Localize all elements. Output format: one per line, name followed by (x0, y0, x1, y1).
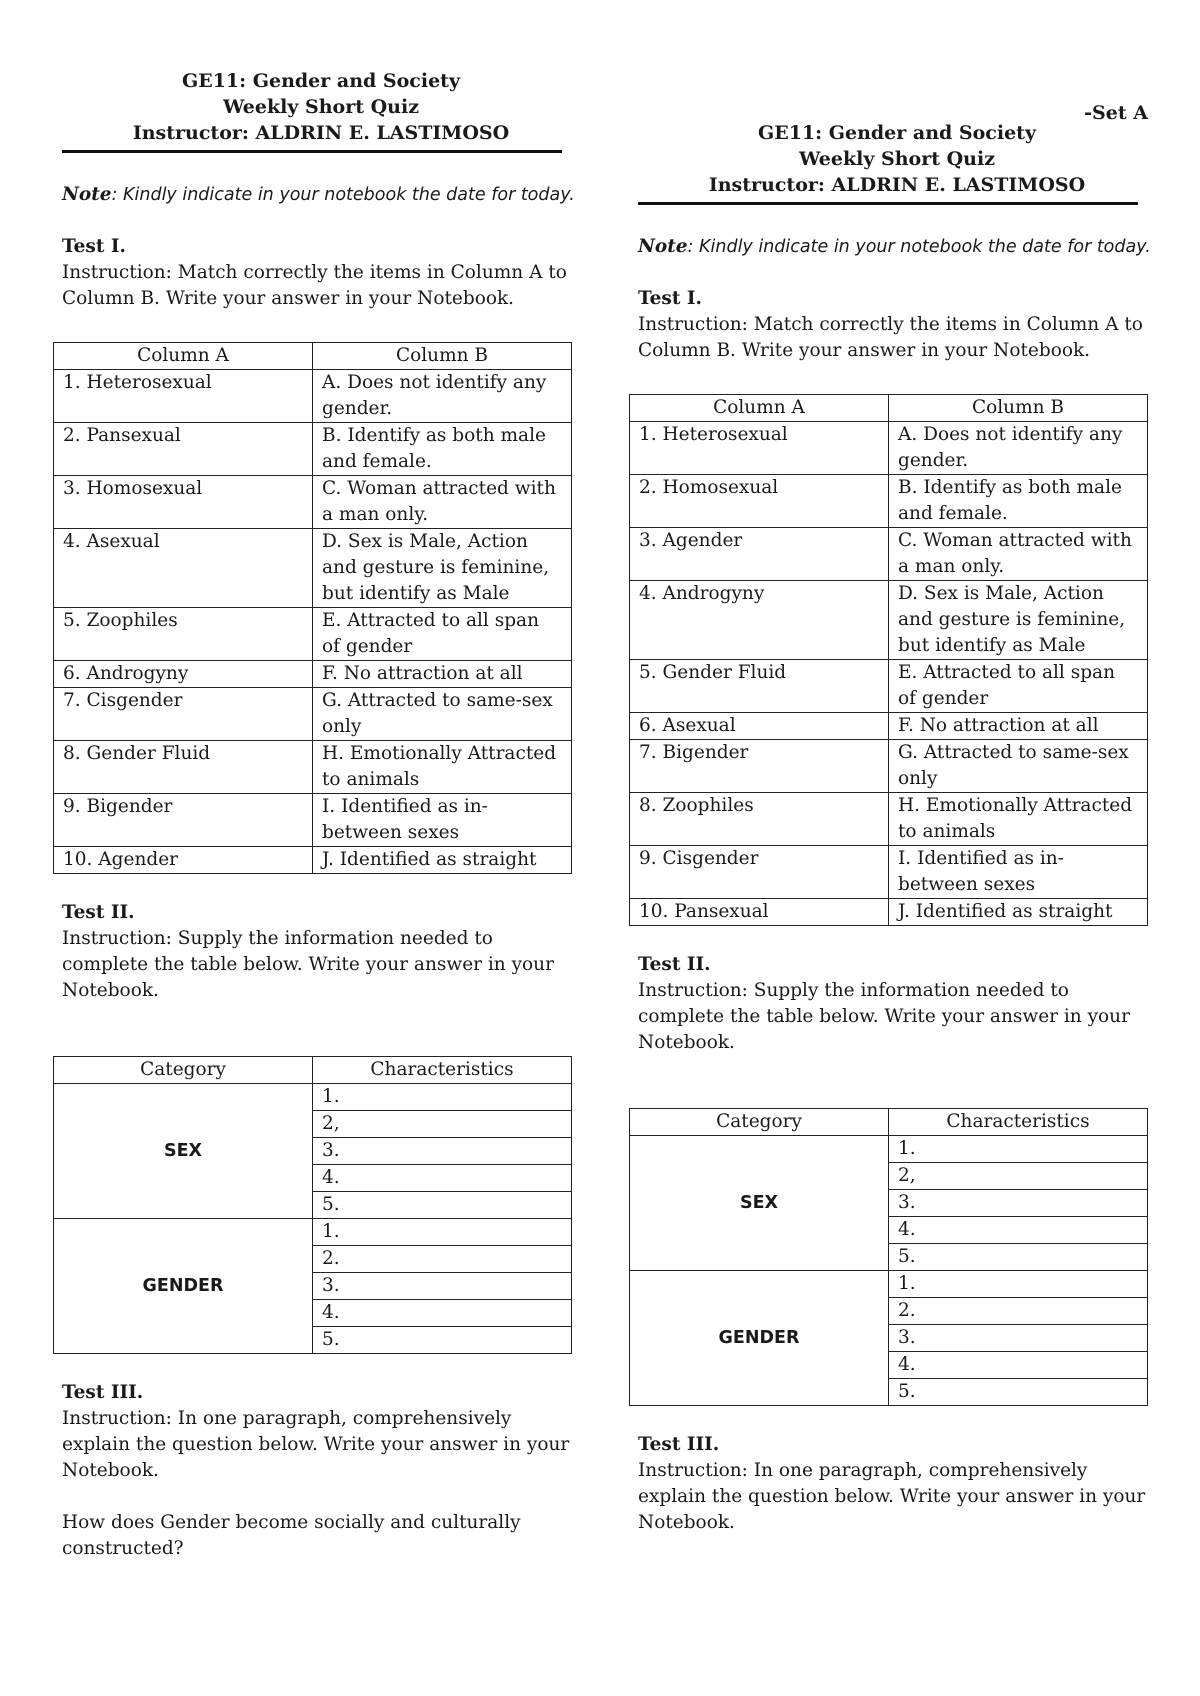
column-b-item: H. Emotionally Attracted to animals (889, 793, 1148, 846)
column-a-item: 5. Gender Fluid (630, 660, 889, 713)
column-b-item: J. Identified as straight (889, 899, 1148, 926)
test1-instruction: Instruction: Match correctly the items in Column A to Column B. Write your answer in your Notebook. (638, 314, 1143, 361)
table-row (630, 846, 1148, 899)
table-row (630, 740, 1148, 793)
table-row (630, 422, 1148, 475)
category-table (53, 1056, 572, 1354)
column-b-item: J. Identified as straight (313, 847, 572, 874)
test1-title: Test I. (62, 236, 126, 257)
quiz-title: Weekly Short Quiz (799, 148, 995, 170)
characteristic-cell: 2. (313, 1246, 572, 1273)
test2-title: Test II. (62, 902, 135, 923)
test1-title: Test I. (638, 288, 702, 309)
column-b-item: I. Identified as in-between sexes (313, 794, 572, 847)
matching-table (53, 342, 572, 874)
column-b-item: G. Attracted to same-sex only (313, 688, 572, 741)
column-a-item: 10. Pansexual (630, 899, 889, 926)
note-text: : Kindly indicate in your notebook the date for today. (687, 237, 1151, 257)
column-a-item: 9. Cisgender (630, 846, 889, 899)
header-rule (62, 150, 562, 153)
table-row (54, 688, 572, 741)
table-row (630, 660, 1148, 713)
note-label: Note (638, 236, 688, 257)
column-a-item: 10. Agender (54, 847, 313, 874)
characteristic-cell: 5. (313, 1192, 572, 1219)
quiz-right (638, 0, 1156, 1536)
table-row (630, 475, 1148, 528)
characteristic-cell: 3. (313, 1273, 572, 1300)
table-row (54, 794, 572, 847)
column-a-item: 3. Homosexual (54, 476, 313, 529)
test2-title: Test II. (638, 954, 711, 975)
column-b-header: Column B (889, 395, 1148, 422)
column-a-item: 5. Zoophiles (54, 608, 313, 661)
table-row (630, 528, 1148, 581)
column-b-item: F. No attraction at all (889, 713, 1148, 740)
table-row (54, 529, 572, 608)
characteristic-cell: 5. (313, 1327, 572, 1354)
column-a-item: 8. Gender Fluid (54, 741, 313, 794)
characteristic-cell: 2, (313, 1111, 572, 1138)
column-a-header: Column A (54, 343, 313, 370)
table-row (54, 741, 572, 794)
test3-title: Test III. (62, 1382, 144, 1403)
set-label: -Set A (1084, 102, 1148, 124)
column-a-header: Column A (630, 395, 889, 422)
column-a-item: 4. Asexual (54, 529, 313, 608)
column-b-header: Column B (313, 343, 572, 370)
column-a-item: 1. Heterosexual (54, 370, 313, 423)
course-title: GE11: Gender and Society (181, 70, 460, 92)
table-row (54, 370, 572, 423)
column-b-item: E. Attracted to all span of gender (313, 608, 572, 661)
test2-instruction: Instruction: Supply the information needed to complete the table below. Write your answer in your Notebook. (638, 980, 1130, 1053)
table-row (630, 793, 1148, 846)
quiz-title: Weekly Short Quiz (223, 96, 419, 118)
quiz-left (62, 0, 580, 1562)
column-a-item: 6. Androgyny (54, 661, 313, 688)
column-b-item: I. Identified as in-between sexes (889, 846, 1148, 899)
column-a-item: 4. Androgyny (630, 581, 889, 660)
table-row (54, 476, 572, 529)
column-b-item: B. Identify as both male and female. (889, 475, 1148, 528)
test2-instruction: Instruction: Supply the information needed to complete the table below. Write your answer in your Notebook. (62, 928, 554, 1001)
column-b-item: D. Sex is Male, Action and gesture is feminine, but identify as Male (889, 581, 1148, 660)
characteristic-cell: 4. (313, 1300, 572, 1327)
column-a-item: 3. Agender (630, 528, 889, 581)
column-a-item: 7. Cisgender (54, 688, 313, 741)
instructor-name: Instructor: ALDRIN E. LASTIMOSO (708, 174, 1086, 196)
characteristic-cell: 4. (313, 1165, 572, 1192)
note-label: Note (62, 184, 112, 205)
column-a-item: 2. Pansexual (54, 423, 313, 476)
column-a-item: 2. Homosexual (630, 475, 889, 528)
column-a-item: 9. Bigender (54, 794, 313, 847)
characteristic-cell: 2, (889, 1163, 1148, 1190)
test3-instruction: Instruction: In one paragraph, comprehensively explain the question below. Write your answer in your Notebook. (62, 1408, 570, 1481)
characteristic-cell: 4. (889, 1217, 1148, 1244)
instructor-name: Instructor: ALDRIN E. LASTIMOSO (132, 122, 510, 144)
test3-title: Test III. (638, 1434, 720, 1455)
table-row (54, 608, 572, 661)
table-row (630, 899, 1148, 926)
characteristic-cell: 1. (313, 1219, 572, 1246)
category-header: Category (54, 1057, 313, 1084)
characteristic-cell: 5. (889, 1244, 1148, 1271)
category-table (629, 1108, 1148, 1406)
table-row (54, 847, 572, 874)
table-row (54, 661, 572, 688)
characteristic-cell: 1. (889, 1136, 1148, 1163)
column-b-item: A. Does not identify any gender. (889, 422, 1148, 475)
column-a-item: 1. Heterosexual (630, 422, 889, 475)
characteristic-cell: 5. (889, 1379, 1148, 1406)
sex-category: SEX (54, 1084, 313, 1219)
characteristic-cell: 3. (313, 1138, 572, 1165)
characteristic-cell: 1. (889, 1271, 1148, 1298)
sex-category: SEX (630, 1136, 889, 1271)
test3-question: How does Gender become socially and culturally constructed? (62, 1512, 521, 1559)
course-title: GE11: Gender and Society (757, 122, 1036, 144)
column-a-item: 8. Zoophiles (630, 793, 889, 846)
characteristics-header: Characteristics (313, 1057, 572, 1084)
characteristics-header: Characteristics (889, 1109, 1148, 1136)
characteristic-cell: 3. (889, 1325, 1148, 1352)
column-b-item: C. Woman attracted with a man only. (313, 476, 572, 529)
column-b-item: F. No attraction at all (313, 661, 572, 688)
column-a-item: 6. Asexual (630, 713, 889, 740)
characteristic-cell: 2. (889, 1298, 1148, 1325)
gender-category: GENDER (54, 1219, 313, 1354)
column-b-item: G. Attracted to same-sex only (889, 740, 1148, 793)
gender-category: GENDER (630, 1271, 889, 1406)
test3-instruction: Instruction: In one paragraph, comprehensively explain the question below. Write your answer in your Notebook. (638, 1460, 1146, 1533)
note (638, 234, 1156, 260)
note (62, 182, 580, 208)
header-rule (638, 202, 1138, 205)
column-a-item: 7. Bigender (630, 740, 889, 793)
table-row (630, 713, 1148, 740)
column-b-item: D. Sex is Male, Action and gesture is feminine, but identify as Male (313, 529, 572, 608)
column-b-item: H. Emotionally Attracted to animals (313, 741, 572, 794)
table-row (54, 423, 572, 476)
column-b-item: A. Does not identify any gender. (313, 370, 572, 423)
characteristic-cell: 4. (889, 1352, 1148, 1379)
characteristic-cell: 3. (889, 1190, 1148, 1217)
column-b-item: B. Identify as both male and female. (313, 423, 572, 476)
test1-instruction: Instruction: Match correctly the items in Column A to Column B. Write your answer in your Notebook. (62, 262, 567, 309)
column-b-item: E. Attracted to all span of gender (889, 660, 1148, 713)
column-b-item: C. Woman attracted with a man only. (889, 528, 1148, 581)
matching-table (629, 394, 1148, 926)
note-text: : Kindly indicate in your notebook the date for today. (111, 185, 575, 205)
characteristic-cell: 1. (313, 1084, 572, 1111)
category-header: Category (630, 1109, 889, 1136)
table-row (630, 581, 1148, 660)
